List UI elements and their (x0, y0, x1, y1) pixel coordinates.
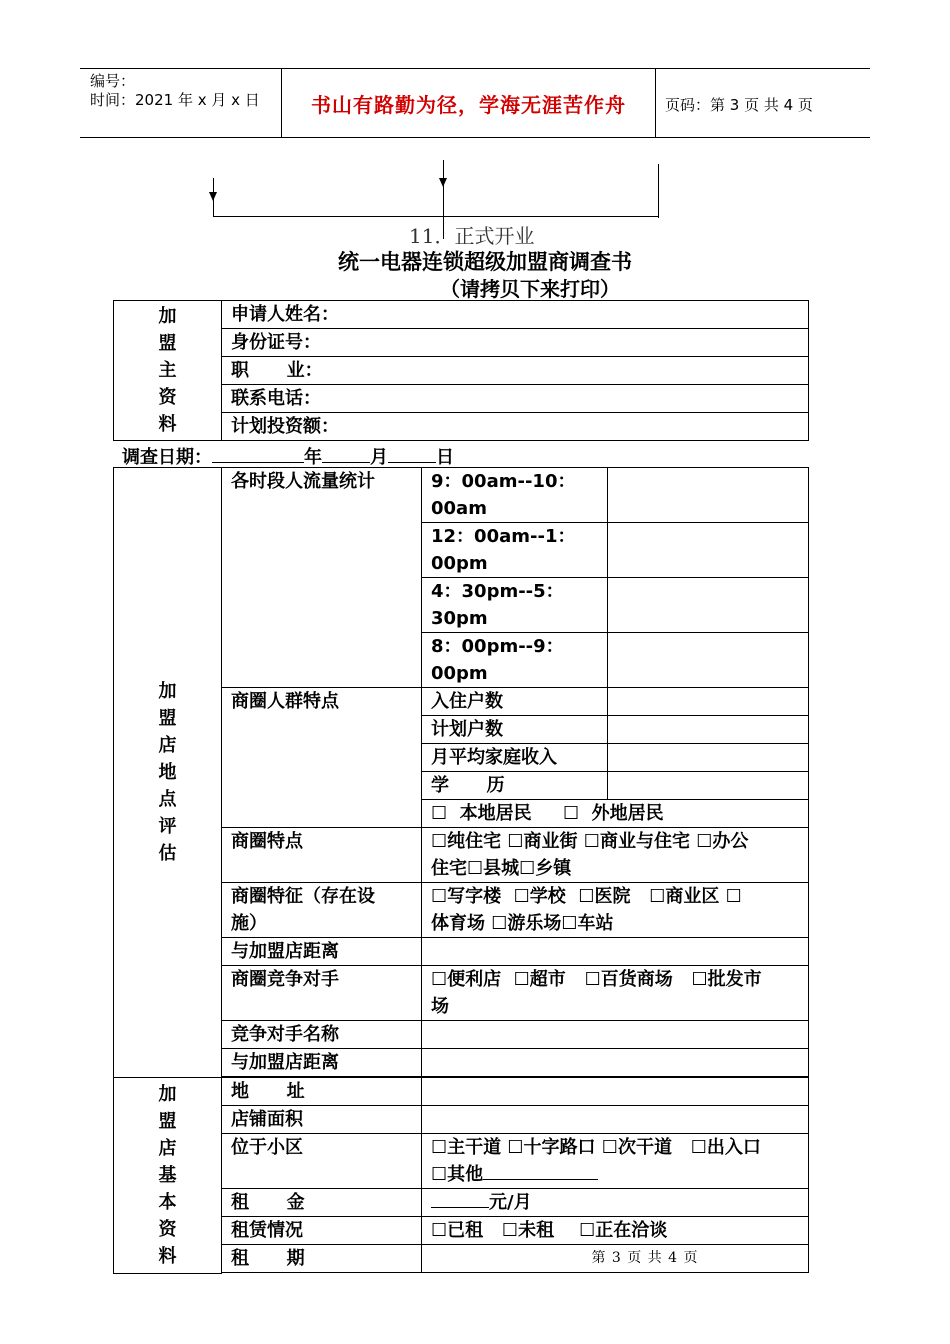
header-page-cell (655, 69, 870, 137)
time-slot-1: 9：00am--10： 00am (422, 468, 608, 523)
rent-label: 租 金 (222, 1189, 422, 1217)
applicant-investment-field[interactable]: 计划投资额： (222, 413, 809, 441)
header-meta (80, 69, 281, 137)
time-slot-3-value[interactable] (608, 578, 809, 633)
flow-line-bottom (213, 216, 659, 217)
crowd-item-income: 月平均家庭收入 (422, 744, 608, 772)
crowd-item-education: 学 历 (422, 772, 608, 800)
year-blank[interactable] (212, 444, 304, 463)
facility-label: 商圈特征（存在设 施） (222, 883, 422, 938)
month-blank[interactable] (322, 444, 370, 463)
term-label: 租 期 (222, 1245, 422, 1273)
location-store-table (113, 467, 809, 1274)
time-slot-3: 4：30pm--5：30pm (422, 578, 608, 633)
time-slot-4: 8：00pm--9：00pm (422, 633, 608, 688)
other-blank[interactable] (483, 1161, 598, 1180)
rent-value[interactable]: 元/月 (422, 1189, 809, 1217)
district-label: 位于小区 (222, 1134, 422, 1189)
survey-date: 调查日期： 年 月 日 (122, 443, 454, 469)
address-value[interactable] (422, 1078, 809, 1106)
time-label: 时间：2021 年 x 月 x 日 (90, 91, 260, 109)
applicant-table (113, 300, 809, 441)
applicant-name-field[interactable]: 申请人姓名： (222, 301, 809, 329)
header-motto-cell (281, 69, 656, 137)
crowd-item-households: 入住户数 (422, 688, 608, 716)
competitor-checkboxes[interactable]: ☐便利店 ☐超市 ☐百货商场 ☐批发市 场 (422, 966, 809, 1021)
applicant-job-field[interactable]: 职 业： (222, 357, 809, 385)
lease-checkboxes[interactable]: ☐已租 ☐未租 ☐正在洽谈 (422, 1217, 809, 1245)
store-section-label: 加 盟 店 基 本 资 料 (114, 1078, 222, 1274)
facility-checkboxes[interactable]: ☐写字楼 ☐学校 ☐医院 ☐商业区 ☐ 体育场 ☐游乐场☐车站 (422, 883, 809, 938)
document-title: 统一电器连锁超级加盟商调查书 (338, 250, 632, 274)
traffic-label: 各时段人流量统计 (222, 468, 422, 688)
flow-line-mid (443, 160, 444, 218)
page-footer: 第 3 页 共 4 页 (591, 1250, 699, 1266)
flow-step: 11．正式开业 (409, 224, 535, 248)
distance-label-2: 与加盟店距离 (222, 1049, 422, 1077)
distance-value[interactable] (422, 938, 809, 966)
crowd-education-value[interactable] (608, 772, 809, 800)
location-section-label: 加 盟 店 地 点 评 估 (114, 468, 222, 1078)
document-subtitle: （请拷贝下来打印） (440, 277, 620, 301)
store-area-label: 店铺面积 (222, 1106, 422, 1134)
competitor-name-value[interactable] (422, 1021, 809, 1049)
number-label: 编号： (90, 72, 136, 90)
time-slot-1-value[interactable] (608, 468, 809, 523)
page-info: 页码：第 3 页 共 4 页 (665, 96, 813, 114)
applicant-id-field[interactable]: 身份证号： (222, 329, 809, 357)
distance-value-2[interactable] (422, 1049, 809, 1077)
day-blank[interactable] (388, 444, 436, 463)
page-header (80, 68, 870, 138)
competitor-label: 商圈竞争对手 (222, 966, 422, 1021)
arrow-down-icon (439, 178, 447, 187)
store-area-value[interactable] (422, 1106, 809, 1134)
crowd-item-planned: 计划户数 (422, 716, 608, 744)
crowd-label: 商圈人群特点 (222, 688, 422, 828)
time-slot-4-value[interactable] (608, 633, 809, 688)
applicant-section-label: 加 盟 主 资 料 (114, 301, 222, 441)
address-label: 地 址 (222, 1078, 422, 1106)
time-slot-2: 12：00am--1： 00pm (422, 523, 608, 578)
flow-line-right (658, 164, 659, 218)
crowd-planned-value[interactable] (608, 716, 809, 744)
crowd-income-value[interactable] (608, 744, 809, 772)
motto: 书山有路勤为径，学海无涯苦作舟 (311, 93, 626, 117)
district-checkboxes[interactable]: ☐主干道 ☐十字路口 ☐次干道 ☐出入口 ☐其他 (422, 1134, 809, 1189)
residents-checkboxes[interactable]: ☐ 本地居民 ☐ 外地居民 (422, 800, 809, 828)
applicant-phone-field[interactable]: 联系电话： (222, 385, 809, 413)
time-slot-2-value[interactable] (608, 523, 809, 578)
competitor-name-label: 竞争对手名称 (222, 1021, 422, 1049)
arrow-down-icon (209, 192, 217, 201)
lease-label: 租赁情况 (222, 1217, 422, 1245)
rent-blank[interactable] (431, 1189, 489, 1208)
crowd-households-value[interactable] (608, 688, 809, 716)
area-label: 商圈特点 (222, 828, 422, 883)
distance-label: 与加盟店距离 (222, 938, 422, 966)
area-checkboxes[interactable]: ☐纯住宅 ☐商业街 ☐商业与住宅 ☐办公 住宅☐县城☐乡镇 (422, 828, 809, 883)
